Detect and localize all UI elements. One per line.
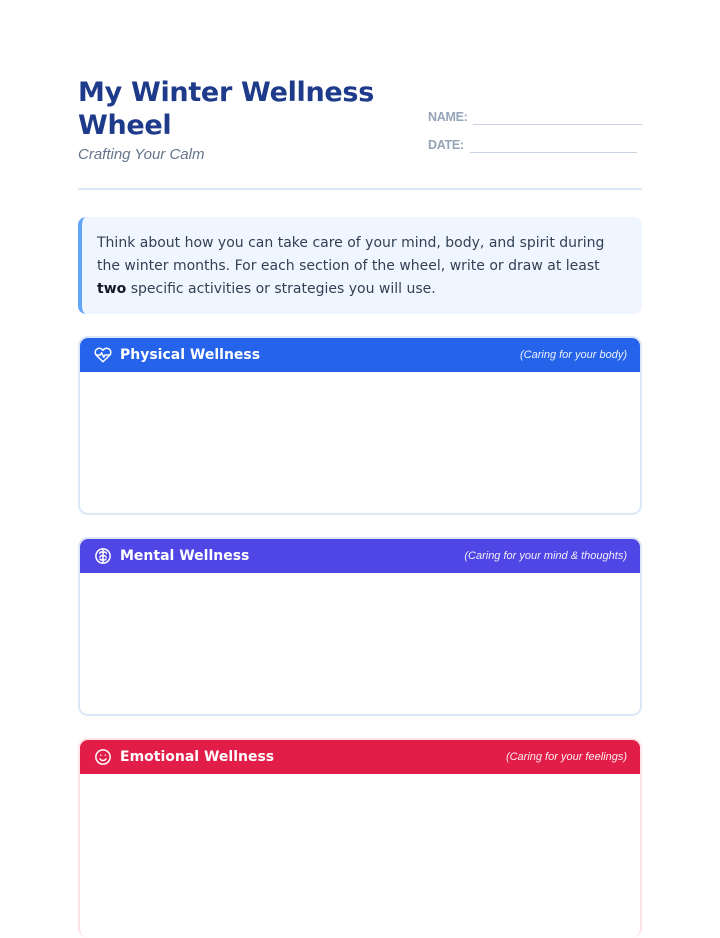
section-physical-wellness	[78, 336, 642, 515]
page-subtitle: Crafting Your Calm	[78, 146, 205, 163]
section-title: Physical Wellness	[120, 347, 261, 363]
name-field[interactable]	[473, 124, 642, 125]
section-note: (Caring for your body)	[520, 349, 627, 361]
section-emotional-wellness	[78, 738, 642, 938]
instructions-text-start: Think about how you can take care of your mind, body, and spirit during the winter months. For each section of the wheel, write or draw at least	[97, 235, 605, 274]
section-note: (Caring for your feelings)	[505, 751, 627, 763]
page-title: My Winter Wellness Wheel	[78, 77, 374, 141]
date-field[interactable]	[470, 152, 637, 153]
brain-icon	[94, 547, 112, 565]
section-header	[80, 539, 640, 573]
section-title: Emotional Wellness	[120, 749, 275, 765]
writing-area-physical[interactable]	[80, 372, 640, 512]
worksheet-header	[78, 76, 642, 190]
section-header	[80, 740, 640, 774]
date-row	[428, 126, 642, 154]
name-row	[428, 98, 642, 126]
writing-area-mental[interactable]	[80, 573, 640, 713]
section-header	[80, 338, 640, 372]
worksheet-page	[78, 0, 642, 932]
smile-icon	[94, 748, 112, 766]
section-mental-wellness	[78, 537, 642, 716]
instructions-box	[78, 217, 642, 314]
section-title: Mental Wellness	[120, 548, 250, 564]
student-info	[428, 98, 642, 154]
heart-pulse-icon	[94, 346, 112, 364]
date-label: DATE:	[428, 138, 464, 152]
name-label: NAME:	[428, 110, 468, 124]
section-note: (Caring for your mind & thoughts)	[464, 550, 627, 562]
instructions-emphasis: two	[97, 281, 127, 297]
writing-area-emotional[interactable]	[80, 774, 640, 914]
instructions-text-end: specific activities or strategies you will use.	[126, 281, 436, 297]
